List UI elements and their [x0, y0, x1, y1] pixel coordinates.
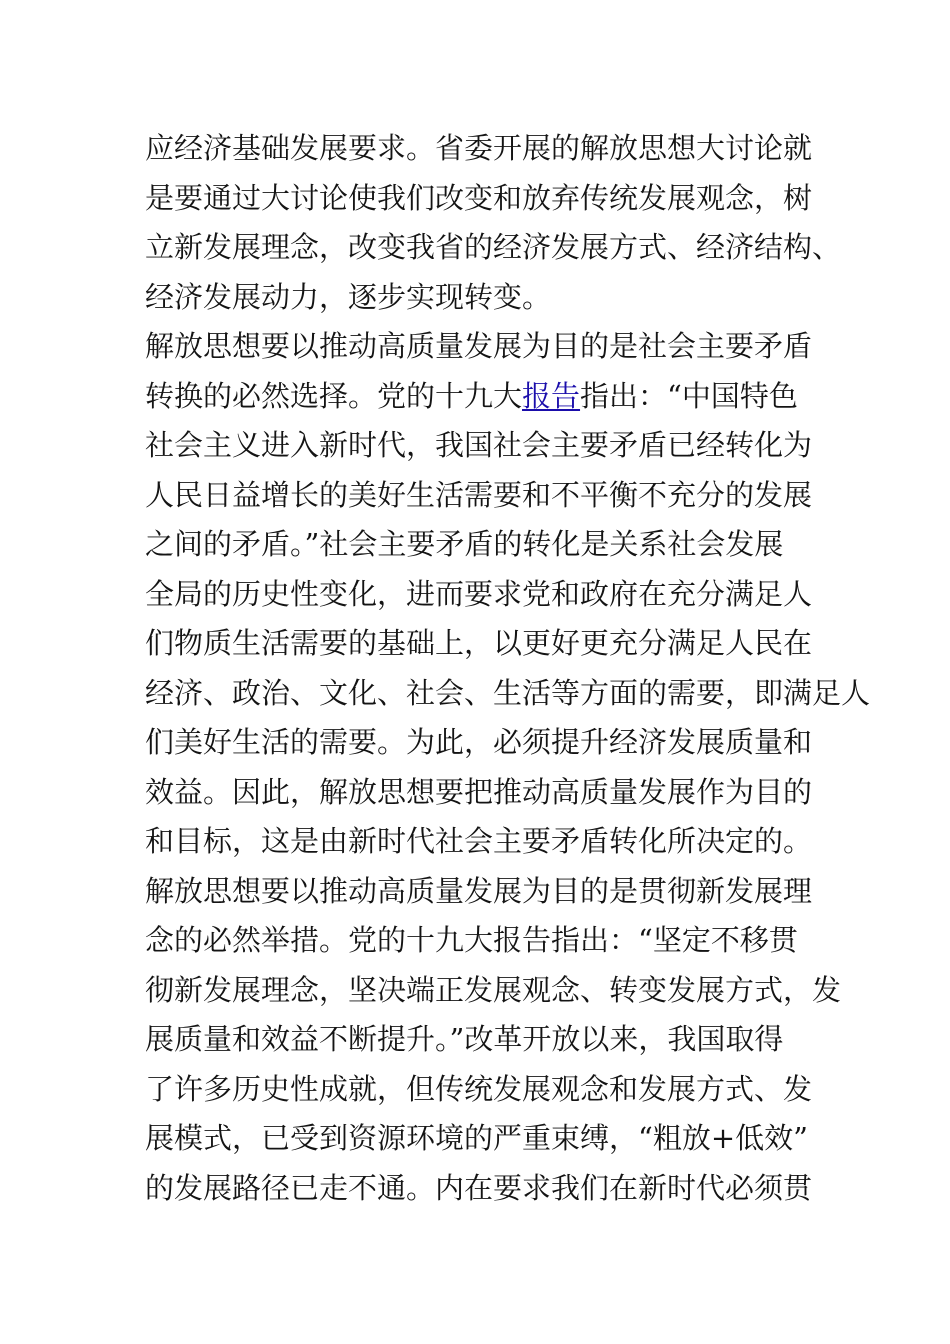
text-line: 的发展路径已走不通。内在要求我们在新时代必须贯	[145, 1170, 813, 1205]
text-segment: 指出：“中国特色	[580, 378, 798, 413]
text-line: 了许多历史性成就，但传统发展观念和发展方式、发	[145, 1071, 813, 1106]
text-line: 们美好生活的需要。为此，必须提升经济发展质量和	[145, 725, 813, 759]
text-line-with-link	[145, 372, 825, 422]
text-line: 解放思想要以推动高质量发展为目的是社会主要矛盾	[145, 329, 813, 363]
text-line: 经济、政治、文化、社会、生活等方面的需要，即满足人	[145, 675, 871, 710]
text-line: 展模式，已受到资源环境的严重束缚，“粗放+低效”	[145, 1121, 808, 1155]
text-line: 效益。因此，解放思想要把推动高质量发展作为目的	[145, 774, 813, 809]
text-segment: 转换的必然选择。党的十九大	[145, 378, 523, 413]
text-line: 彻新发展理念，坚决端正发展观念、转变发展方式，发	[145, 972, 842, 1007]
text-line: 人民日益增长的美好生活需要和不平衡不充分的发展	[145, 477, 813, 512]
text-line: 立新发展理念，改变我省的经济发展方式、经济结构、	[145, 230, 842, 264]
text-line: 之间的矛盾。”社会主要矛盾的转化是关系社会发展	[145, 527, 784, 561]
text-line: 全局的历史性变化，进而要求党和政府在充分满足人	[145, 576, 813, 611]
text-line: 和目标，这是由新时代社会主要矛盾转化所决定的。	[145, 824, 813, 858]
text-line: 展质量和效益不断提升。”改革开放以来，我国取得	[145, 1022, 784, 1056]
document-body	[145, 124, 871, 1213]
text-line: 社会主义进入新时代，我国社会主要矛盾已经转化为	[145, 428, 813, 462]
text-line: 解放思想要以推动高质量发展为目的是贯彻新发展理	[145, 873, 813, 908]
text-line: 们物质生活需要的基础上，以更好更充分满足人民在	[145, 626, 813, 660]
text-line: 应经济基础发展要求。省委开展的解放思想大讨论就	[145, 131, 813, 165]
text-line: 念的必然举措。党的十九大报告指出：“坚定不移贯	[145, 923, 798, 957]
report-link[interactable]: 报告	[522, 378, 581, 413]
text-line: 是要通过大讨论使我们改变和放弃传统发展观念，树	[145, 180, 813, 215]
text-line: 经济发展动力，逐步实现转变。	[145, 279, 552, 314]
